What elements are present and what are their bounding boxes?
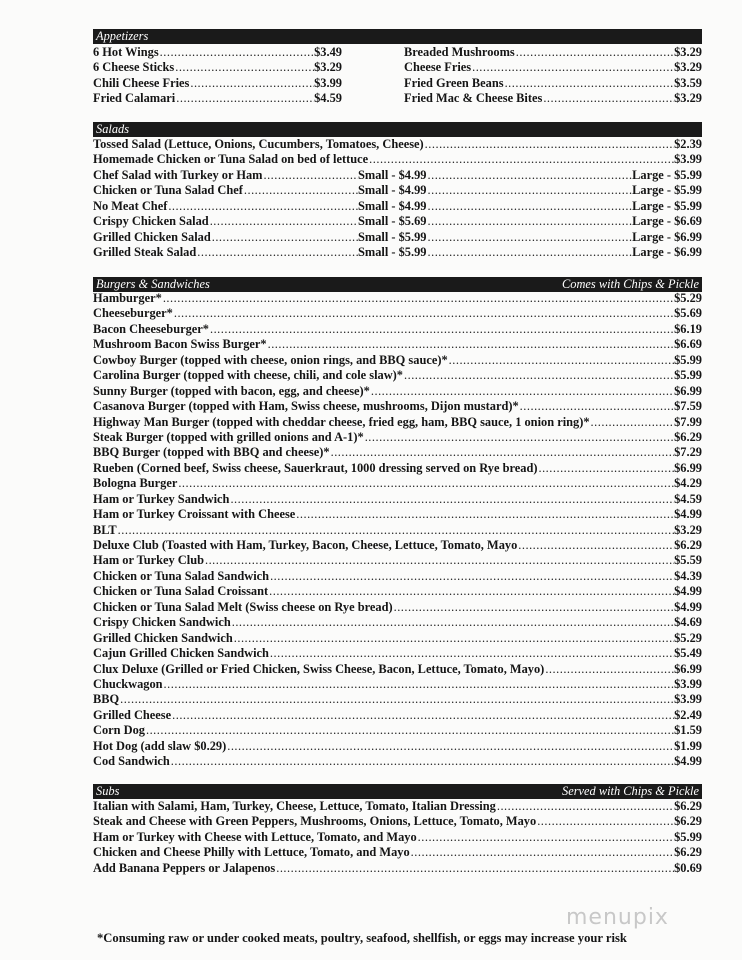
dot-leader: [471, 60, 674, 75]
item-price: $3.99: [674, 676, 702, 691]
menu-item: [93, 538, 702, 553]
item-name: 6 Hot Wings: [93, 45, 159, 59]
item-price: $4.39: [674, 568, 702, 583]
subs-header: [93, 784, 702, 799]
dot-leader: [189, 76, 314, 91]
dot-leader: [162, 291, 674, 306]
item-name: Chicken or Tuna Salad Croissant: [93, 584, 269, 599]
item-price: $5.29: [674, 630, 702, 645]
menu-item: [93, 137, 702, 152]
item-name: Chef Salad with Turkey or Ham: [93, 167, 263, 182]
dot-leader: [370, 384, 674, 399]
dot-leader: [267, 337, 675, 352]
item-name: Corn Dog: [93, 723, 145, 738]
menu-item: [93, 199, 702, 214]
item-name: BLT: [93, 522, 117, 537]
item-price: $6.29: [674, 799, 702, 813]
item-price: $3.29: [674, 45, 702, 59]
menu-item: [93, 399, 702, 414]
item-name: Chicken or Tuna Salad Melt (Swiss cheese on Rye bread): [93, 599, 393, 614]
section-title: Burgers & Sandwiches: [96, 277, 210, 291]
menu-item: [93, 214, 702, 229]
section-title: Salads: [96, 122, 130, 136]
item-price: $4.99: [674, 507, 702, 522]
name-cell: [93, 230, 358, 245]
item-name: Breaded Mushrooms: [404, 45, 515, 59]
name-cell: [93, 214, 358, 229]
item-price: $3.29: [674, 522, 702, 537]
item-name: Bologna Burger: [93, 476, 178, 491]
item-name: Rueben (Corned beef, Swiss cheese, Sauerkraut, 1000 dressing served on Rye bread): [93, 460, 538, 475]
item-price: $5.99: [674, 829, 702, 844]
dot-leader: [427, 245, 633, 260]
item-name: Steak and Cheese with Green Peppers, Mushrooms, Onions, Lettuce, Tomato, Mayo: [93, 814, 537, 829]
item-name: Cajun Grilled Chicken Sandwich: [93, 646, 269, 661]
menu-item: [93, 692, 702, 707]
small-price: Small - $4.99: [358, 198, 427, 213]
item-name: BBQ: [93, 692, 120, 707]
large-price: Large - $6.99: [632, 229, 702, 244]
dot-leader: [243, 183, 358, 198]
dot-leader: [410, 845, 674, 860]
section-note: Comes with Chips & Pickle: [562, 277, 699, 291]
item-price: $7.59: [674, 399, 702, 414]
item-price: $6.19: [674, 321, 702, 336]
dot-leader: [163, 677, 675, 692]
item-price: $3.29: [314, 60, 342, 75]
menu-item: [404, 45, 702, 60]
item-price: $0.69: [674, 860, 702, 875]
menu-item: [93, 830, 702, 845]
item-price: $5.59: [674, 553, 702, 568]
item-name: Ham or Turkey Sandwich: [93, 491, 230, 506]
item-price: $6.69: [674, 337, 702, 352]
menu-item: [93, 76, 342, 91]
item-name: Chicken or Tuna Salad Chef: [93, 183, 243, 198]
watermark-logo: menupix: [566, 905, 669, 930]
small-price: Small - $5.99: [358, 229, 427, 244]
menu-item: [404, 60, 702, 75]
item-price: $3.99: [314, 75, 342, 90]
menu-item: [93, 507, 702, 522]
item-price: $6.99: [674, 383, 702, 398]
dot-leader: [231, 615, 674, 630]
dot-leader: [537, 461, 674, 476]
dot-leader: [417, 830, 674, 845]
item-name: Cowboy Burger (topped with cheese, onion rings, and BBQ sauce)*: [93, 352, 448, 367]
dot-leader: [269, 646, 674, 661]
menu-item: [93, 152, 702, 167]
item-name: Steak Burger (topped with grilled onions and A-1)*: [93, 429, 364, 444]
item-name: Casanova Burger (topped with Ham, Swiss cheese, mushrooms, Dijon mustard)*: [93, 399, 519, 414]
menu-item: [93, 662, 702, 677]
item-name: Hamburger*: [93, 291, 162, 305]
menu-item: [93, 368, 702, 383]
item-name: Fried Calamari: [93, 91, 176, 106]
dot-leader: [448, 353, 674, 368]
item-name: Add Banana Peppers or Jalapenos: [93, 860, 276, 875]
item-price: $6.29: [674, 814, 702, 829]
footer-disclaimer: *Consuming raw or under cooked meats, poultry, seafood, shellfish, or eggs may increase your risk: [97, 931, 627, 945]
burgers-header: [93, 277, 702, 292]
small-price: Small - $4.99: [358, 183, 427, 198]
menu-item: [93, 708, 702, 723]
item-name: BBQ Burger (topped with BBQ and cheese)*: [93, 445, 330, 460]
dot-leader: [209, 214, 358, 229]
menu-item: [93, 845, 702, 860]
item-name: Clux Deluxe (Grilled or Fried Chicken, Swiss Cheese, Bacon, Lettuce, Tomato, Mayo): [93, 661, 545, 676]
item-price: $5.49: [674, 646, 702, 661]
burgers-section: [93, 291, 702, 770]
dot-leader: [226, 739, 674, 754]
section-note: Served with Chips & Pickle: [562, 784, 699, 798]
dot-leader: [295, 507, 674, 522]
item-price: $4.99: [674, 599, 702, 614]
menu-item: [93, 230, 702, 245]
item-name: Grilled Steak Salad: [93, 245, 197, 260]
menu-item: [93, 861, 702, 876]
menu-item: [93, 677, 702, 692]
menu-item: [93, 814, 702, 829]
item-price: $4.99: [674, 584, 702, 599]
item-name: Chicken and Cheese Philly with Lettuce, Tomato, and Mayo: [93, 845, 410, 860]
salads-section: [93, 137, 702, 261]
item-name: 6 Cheese Sticks: [93, 60, 175, 75]
item-price: $3.29: [674, 60, 702, 75]
item-name: Hot Dog (add slaw $0.29): [93, 738, 227, 753]
dot-leader: [196, 245, 358, 260]
item-name: Deluxe Club (Toasted with Ham, Turkey, Bacon, Cheese, Lettuce, Tomato, Mayo: [93, 538, 518, 552]
item-price: $5.99: [674, 368, 702, 383]
menu-item: [93, 569, 702, 584]
dot-leader: [427, 199, 633, 214]
menu-item: [93, 306, 702, 321]
dot-leader: [424, 137, 674, 152]
item-name: Bacon Cheeseburger*: [93, 321, 209, 336]
menu-item: [93, 168, 702, 183]
menu-item: [93, 600, 702, 615]
name-cell: [93, 199, 358, 214]
item-name: Crispy Chicken Salad: [93, 214, 209, 229]
item-price: $6.99: [674, 661, 702, 676]
dot-leader: [515, 45, 674, 60]
menu-item: [93, 492, 702, 507]
dot-leader: [427, 214, 633, 229]
item-price: $3.99: [674, 152, 702, 167]
item-name: Cheese Fries: [404, 60, 472, 75]
item-price: $4.59: [314, 91, 342, 106]
dot-leader: [403, 368, 674, 383]
item-price: $1.99: [674, 738, 702, 753]
item-price: $2.39: [674, 137, 702, 151]
dot-leader: [536, 814, 674, 829]
menu-item: [93, 445, 702, 460]
menu-item: [404, 91, 702, 106]
dot-leader: [427, 183, 633, 198]
item-name: Chili Cheese Fries: [93, 75, 190, 90]
dot-leader: [544, 662, 674, 677]
large-price: Large - $6.69: [632, 214, 702, 229]
menu-item: [93, 723, 702, 738]
appetizers-section: [93, 45, 702, 107]
large-price: Large - $5.99: [632, 183, 702, 198]
item-name: Grilled Chicken Salad: [93, 229, 211, 244]
name-cell: [93, 245, 358, 260]
dot-leader: [211, 230, 358, 245]
item-price: $3.49: [314, 45, 342, 59]
item-price: $7.99: [674, 414, 702, 429]
menu-item: [404, 76, 702, 91]
dot-leader: [268, 584, 674, 599]
item-name: Tossed Salad (Lettuce, Onions, Cucumbers, Tomatoes, Cheese): [93, 137, 424, 151]
menu-item: [93, 430, 702, 445]
dot-leader: [262, 168, 358, 183]
item-price: $4.29: [674, 476, 702, 491]
item-name: Ham or Turkey Croissant with Cheese: [93, 507, 296, 522]
item-price: $1.59: [674, 723, 702, 738]
item-name: Crispy Chicken Sandwich: [93, 615, 231, 630]
item-price: $7.29: [674, 445, 702, 460]
item-price: $2.49: [674, 707, 702, 722]
dot-leader: [167, 199, 358, 214]
menu-item: [93, 60, 342, 75]
menu-item: [93, 183, 702, 198]
menu-item: [93, 91, 342, 106]
menu-item: [93, 754, 702, 769]
item-name: Grilled Chicken Sandwich: [93, 630, 233, 645]
dot-leader: [177, 476, 674, 491]
dot-leader: [496, 799, 674, 814]
dot-leader: [427, 230, 633, 245]
item-name: No Meat Chef: [93, 198, 168, 213]
item-name: Chicken or Tuna Salad Sandwich: [93, 568, 270, 583]
item-price: $5.29: [674, 291, 702, 305]
dot-leader: [233, 631, 674, 646]
item-name: Italian with Salami, Ham, Turkey, Cheese, Lettuce, Tomato, Italian Dressing: [93, 799, 496, 813]
dot-leader: [275, 861, 674, 876]
dot-leader: [519, 399, 674, 414]
menu-item: [93, 631, 702, 646]
menu-item: [93, 337, 702, 352]
menu-item: [93, 476, 702, 491]
dot-leader: [171, 708, 674, 723]
item-price: $5.99: [674, 352, 702, 367]
menu-item: [93, 353, 702, 368]
menu-item: [93, 415, 702, 430]
appetizers-left-column: [93, 45, 342, 107]
menu-item: [93, 45, 342, 60]
dot-leader: [170, 754, 674, 769]
appetizers-right-column: [404, 45, 702, 107]
item-price: $6.29: [674, 429, 702, 444]
dot-leader: [174, 60, 314, 75]
item-price: $4.99: [674, 754, 702, 769]
dot-leader: [330, 445, 675, 460]
item-price: $3.59: [674, 75, 702, 90]
dot-leader: [269, 569, 674, 584]
item-name: Cod Sandwich: [93, 754, 170, 769]
large-price: Large - $6.99: [632, 245, 702, 260]
item-price: $6.29: [674, 845, 702, 860]
dot-leader: [504, 76, 675, 91]
dot-leader: [393, 600, 675, 615]
menu-item: [93, 322, 702, 337]
dot-leader: [159, 45, 314, 60]
menu-item: [93, 523, 702, 538]
dot-leader: [427, 168, 633, 183]
item-name: Fried Green Beans: [404, 75, 504, 90]
section-title: Subs: [96, 784, 120, 798]
item-name: Cheeseburger*: [93, 306, 173, 321]
dot-leader: [229, 492, 674, 507]
dot-leader: [517, 538, 674, 553]
dot-leader: [364, 430, 674, 445]
menu-item: [93, 799, 702, 814]
item-name: Mushroom Bacon Swiss Burger*: [93, 337, 267, 352]
dot-leader: [145, 723, 674, 738]
dot-leader: [204, 553, 674, 568]
dot-leader: [175, 91, 314, 106]
dot-leader: [368, 152, 674, 167]
salads-header: [93, 122, 702, 137]
appetizers-header: [93, 29, 702, 44]
item-price: $5.69: [674, 306, 702, 321]
item-name: Ham or Turkey with Cheese with Lettuce, Tomato, and Mayo: [93, 829, 417, 844]
section-title: Appetizers: [96, 29, 149, 43]
item-name: Fried Mac & Cheese Bites: [404, 91, 543, 106]
item-name: Carolina Burger (topped with cheese, chili, and cole slaw)*: [93, 368, 403, 383]
dot-leader: [119, 692, 674, 707]
item-name: Sunny Burger (topped with bacon, egg, and cheese)*: [93, 383, 370, 398]
menu-item: [93, 291, 702, 306]
item-price: $4.59: [674, 491, 702, 506]
menu-item: [93, 553, 702, 568]
item-price: $3.99: [674, 692, 702, 707]
item-price: $4.69: [674, 615, 702, 630]
item-name: Chuckwagon: [93, 676, 163, 691]
menu-item: [93, 646, 702, 661]
item-price: $3.29: [674, 91, 702, 106]
menu-item: [93, 584, 702, 599]
dot-leader: [209, 322, 674, 337]
menu-item: [93, 461, 702, 476]
dot-leader: [590, 415, 675, 430]
small-price: Small - $4.99: [358, 167, 427, 182]
menu-item: [93, 615, 702, 630]
dot-leader: [173, 306, 674, 321]
item-name: Grilled Cheese: [93, 707, 172, 722]
item-name: Ham or Turkey Club: [93, 553, 204, 568]
large-price: Large - $5.99: [632, 198, 702, 213]
item-price: $6.99: [674, 460, 702, 475]
item-name: Highway Man Burger (topped with cheddar cheese, fried egg, ham, BBQ sauce, 1 onion ring)*: [93, 414, 590, 429]
dot-leader: [117, 523, 674, 538]
dot-leader: [542, 91, 674, 106]
menu-item: [93, 245, 702, 260]
subs-section: [93, 799, 702, 876]
menu-item: [93, 384, 702, 399]
name-cell: [93, 183, 358, 198]
small-price: Small - $5.99: [358, 245, 427, 260]
name-cell: [93, 168, 358, 183]
item-name: Homemade Chicken or Tuna Salad on bed of lettuce: [93, 152, 369, 167]
menu-item: [93, 739, 702, 754]
large-price: Large - $5.99: [632, 167, 702, 182]
small-price: Small - $5.69: [358, 214, 427, 229]
item-price: $6.29: [674, 538, 702, 552]
